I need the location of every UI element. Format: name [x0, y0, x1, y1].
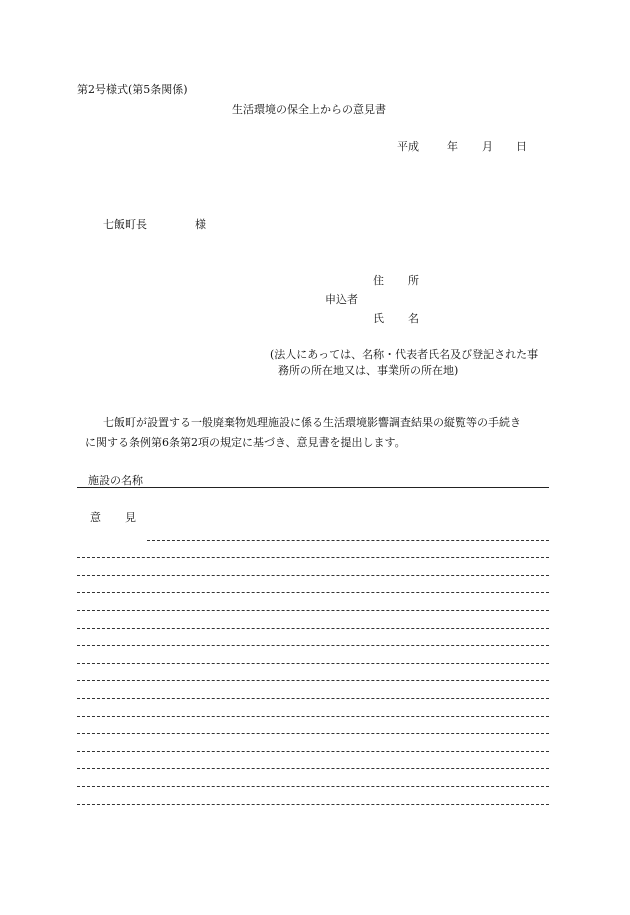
opinion-line[interactable] [77, 646, 549, 664]
opinion-line[interactable] [77, 576, 549, 594]
applicant-label: 申込者 [325, 293, 358, 306]
opinion-line[interactable] [77, 593, 549, 611]
date-month: 月 [482, 140, 493, 153]
opinion-line[interactable] [77, 541, 549, 559]
date-year: 年 [447, 140, 458, 153]
address-label-second: 所 [408, 274, 419, 287]
opinion-label-second: 見 [125, 511, 136, 524]
addressee-name: 七飯町長 [103, 218, 147, 231]
opinion-lines[interactable] [77, 523, 549, 805]
opinion-line[interactable] [77, 734, 549, 752]
opinion-line[interactable] [77, 699, 549, 717]
body-text-line-2: に関する条例第6条第2項の規定に基づき、意見書を提出します。 [85, 436, 406, 449]
opinion-line[interactable] [77, 558, 549, 576]
opinion-line[interactable] [147, 523, 549, 541]
corporate-note-line-2: 務所の所在地又は、事業所の所在地) [278, 364, 459, 377]
addressee-honorific: 様 [195, 218, 206, 231]
date-day: 日 [516, 140, 527, 153]
document-title: 生活環境の保全上からの意見書 [232, 103, 386, 116]
opinion-label-first: 意 [90, 511, 101, 524]
opinion-line[interactable] [77, 664, 549, 682]
facility-name-label: 施設の名称 [88, 474, 143, 487]
corporate-note-line-1: (法人にあっては、名称・代表者氏名及び登記された事 [270, 348, 539, 361]
address-label-first: 住 [373, 274, 384, 287]
facility-name-field[interactable] [77, 487, 549, 488]
opinion-line[interactable] [77, 717, 549, 735]
name-label-first: 氏 [373, 312, 384, 325]
form-number: 第2号様式(第5条関係) [77, 83, 188, 96]
opinion-line[interactable] [77, 611, 549, 629]
opinion-line[interactable] [77, 787, 549, 805]
opinion-line[interactable] [77, 629, 549, 647]
opinion-line[interactable] [77, 769, 549, 787]
name-label-second: 名 [408, 312, 419, 325]
opinion-line[interactable] [77, 752, 549, 770]
date-era: 平成 [397, 140, 419, 153]
opinion-line[interactable] [77, 681, 549, 699]
body-text-line-1: 七飯町が設置する一般廃棄物処理施設に係る生活環境影響調査結果の縦覧等の手続き [103, 416, 521, 429]
